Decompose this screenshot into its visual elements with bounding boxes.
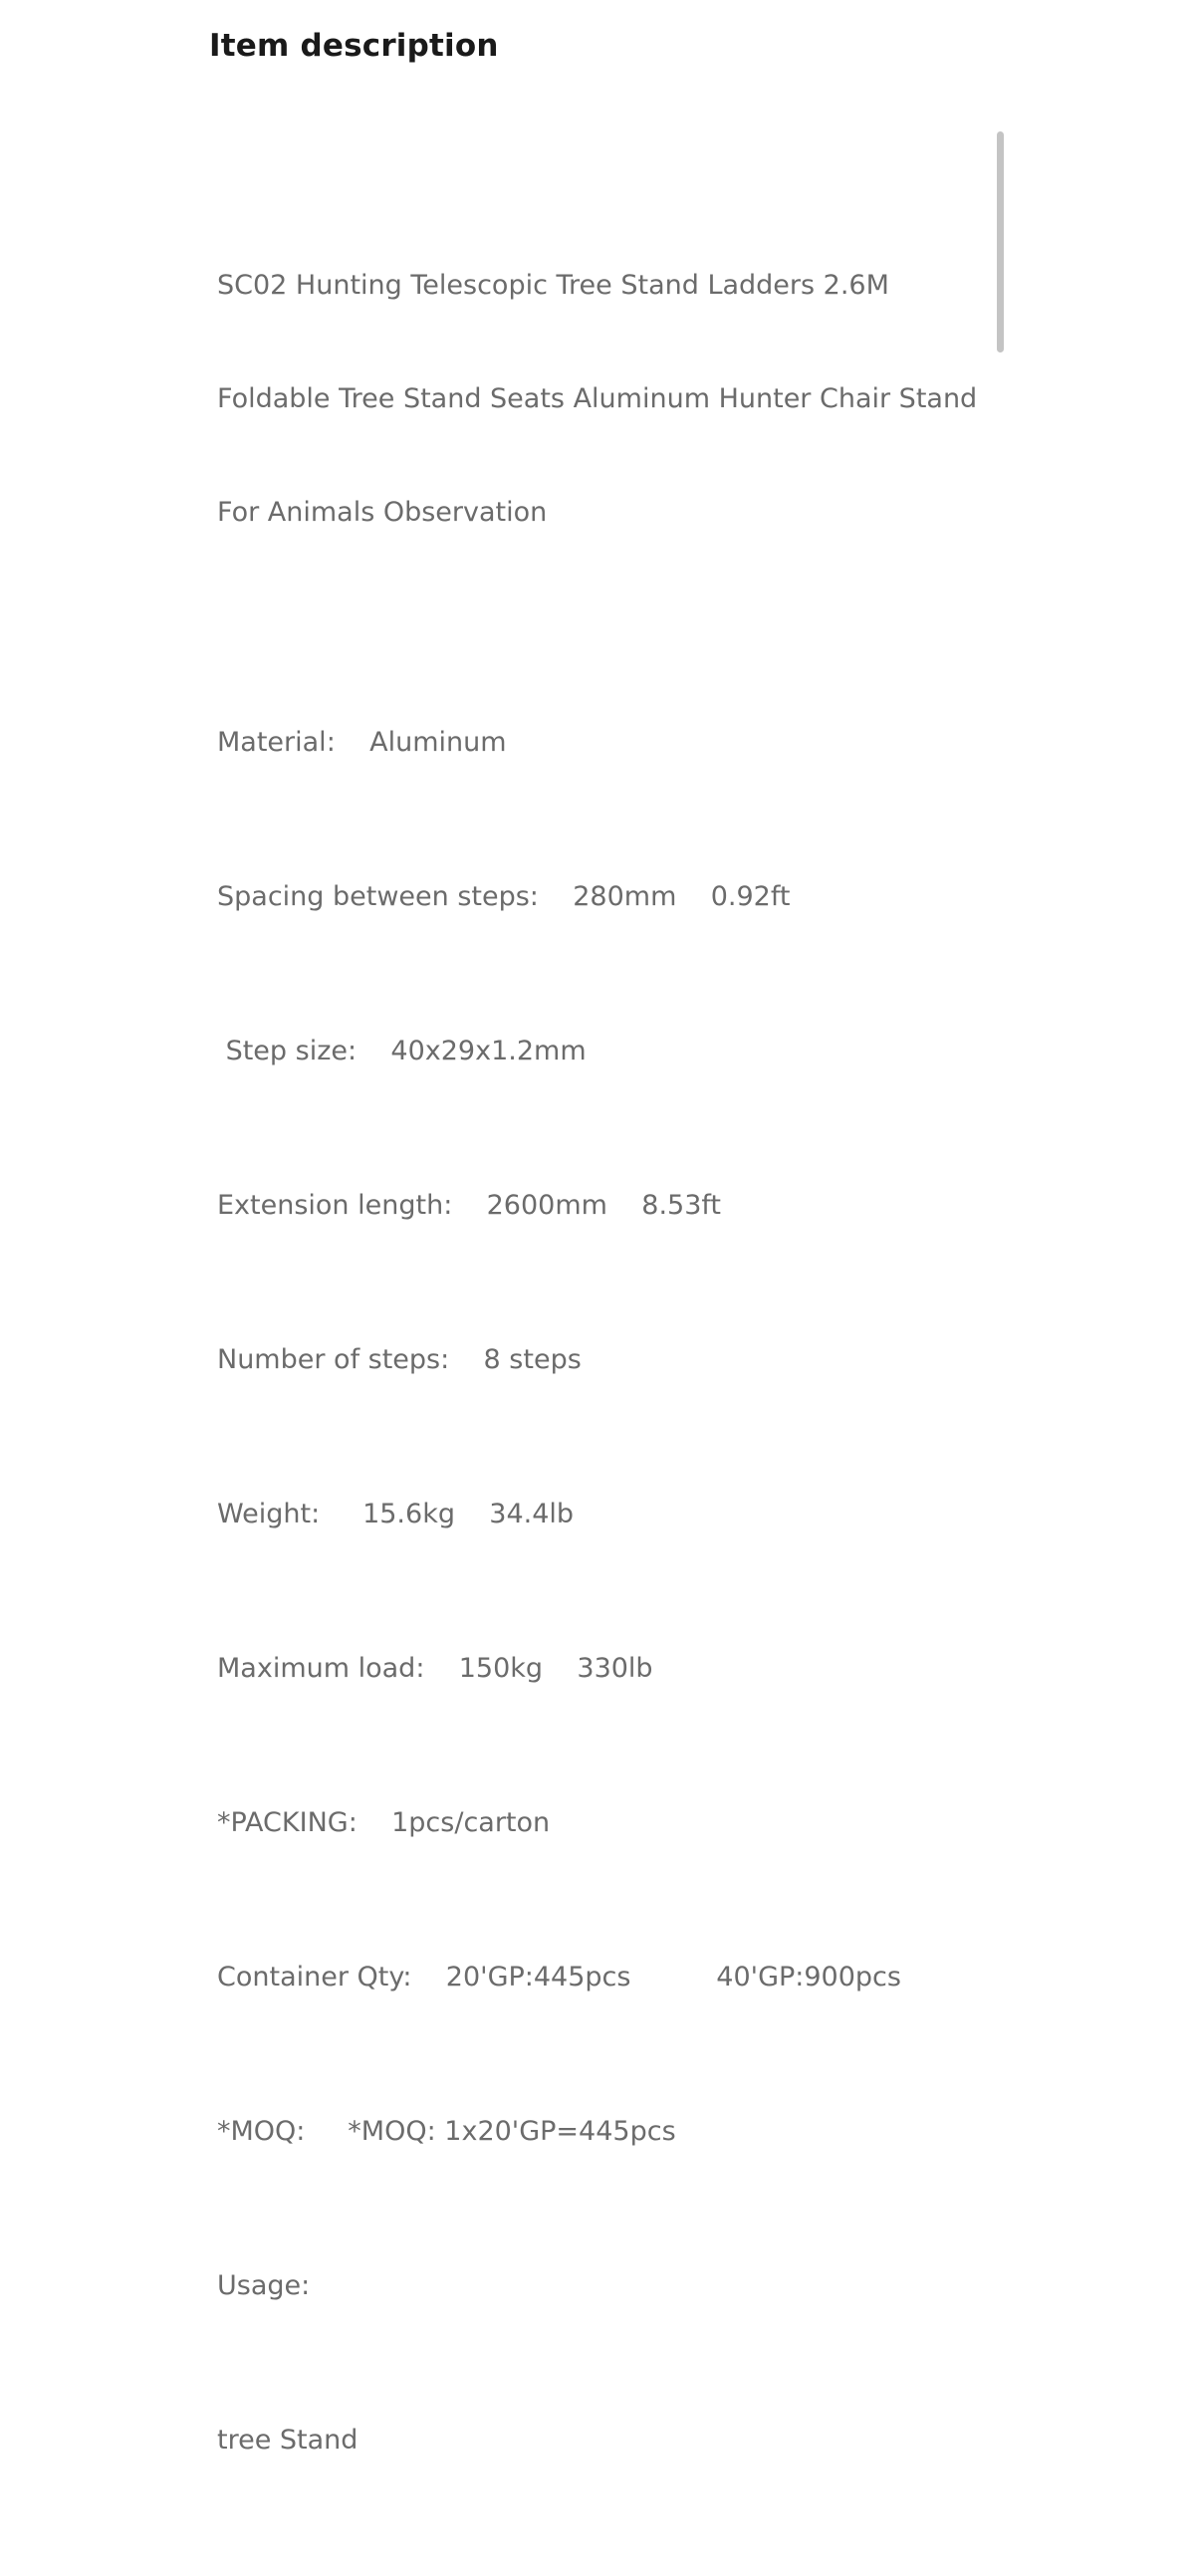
spec-number-of-steps: Number of steps: 8 steps <box>217 1344 582 1375</box>
spec-step-spacing: Spacing between steps: 280mm 0.92ft <box>217 881 791 912</box>
section-title: Item description <box>209 28 499 64</box>
spec-usage-label: Usage: <box>217 2270 311 2301</box>
spec-moq: *MOQ: *MOQ: 1x20'GP=445pcs <box>217 2116 676 2147</box>
spec-extension-length: Extension length: 2600mm 8.53ft <box>217 1190 721 1221</box>
description-scrollbar[interactable] <box>997 131 1004 352</box>
spec-maximum-load: Maximum load: 150kg 330lb <box>217 1653 653 1684</box>
item-description-frame[interactable] <box>217 116 994 2456</box>
spec-packing: *PACKING: 1pcs/carton <box>217 1807 551 1838</box>
item-description-body <box>217 116 994 2576</box>
spec-material: Material: Aluminum <box>217 727 507 758</box>
product-title-line: SC02 Hunting Telescopic Tree Stand Ladders 2.6M <box>217 270 889 301</box>
spec-step-size: Step size: 40x29x1.2mm <box>217 1036 587 1066</box>
product-title-line: Foldable Tree Stand Seats Aluminum Hunter Chair Stand <box>217 383 978 414</box>
product-title-line: For Animals Observation <box>217 497 548 528</box>
product-title <box>217 191 994 607</box>
spec-container-qty: Container Qty: 20'GP:445pcs 40'GP:900pcs <box>217 1962 901 1992</box>
spec-weight: Weight: 15.6kg 34.4lb <box>217 1499 575 1529</box>
spec-usage-value: tree Stand <box>217 2425 358 2456</box>
